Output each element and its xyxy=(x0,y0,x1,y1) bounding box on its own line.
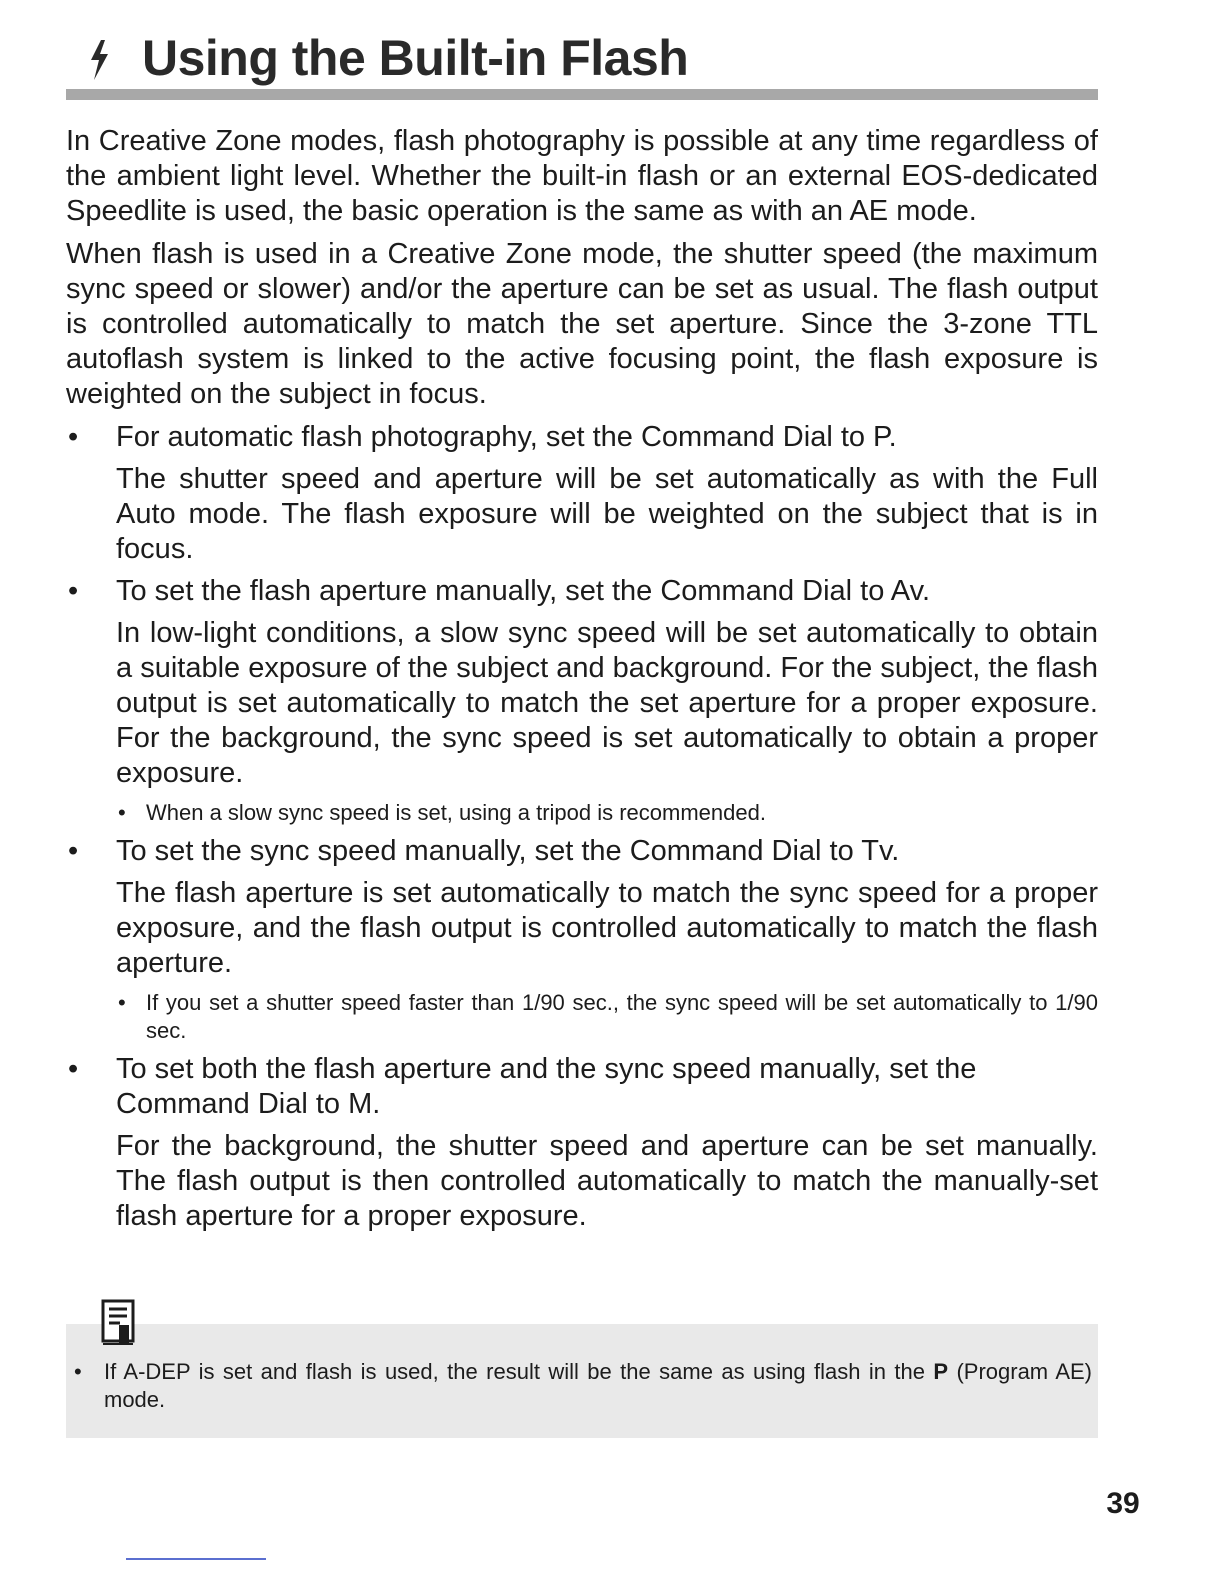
subnote-text: If you set a shutter speed faster than 1/90 sec., the sync speed will be set automatically to 1/90 sec. xyxy=(146,990,1098,1043)
page-number: 39 xyxy=(1106,1487,1140,1520)
bullet-lead: To set the sync speed manually, set the Command Dial to Tv. xyxy=(116,835,900,867)
bullet-dot: • xyxy=(68,421,79,453)
note-text-before: If A-DEP is set and flash is used, the result will be the same as using flash in the xyxy=(104,1359,934,1384)
bullet-item-tv-mode xyxy=(66,834,1098,1045)
subnote-dot: • xyxy=(118,800,126,825)
flash-icon xyxy=(86,38,112,82)
note-text-after: (Program AE) mode. xyxy=(104,1359,1092,1412)
note-text xyxy=(74,1358,1092,1414)
bullet-lead: For automatic flash photography, set the Command Dial to P. xyxy=(116,421,897,453)
note-dot: • xyxy=(74,1359,82,1384)
bullet-subnote xyxy=(116,799,1098,827)
intro-paragraph-1: In Creative Zone modes, flash photography is possible at any time regardless of the ambient light level. Whether the built-in flash or an external EOS-dedicated Speedlite is used, the basic operation is the same as with an AE mode. xyxy=(66,125,1098,227)
bullet-dot: • xyxy=(68,1053,79,1085)
bullet-description: In low-light conditions, a slow sync speed will be set automatically to obtain a suitable exposure of the subject and background. For the subject, the flash output is set automatically to match the set aperture for a proper exposure. For the background, the sync speed is set automatically to obtain a proper exposure. xyxy=(116,617,1098,789)
subnote-text: When a slow sync speed is set, using a tripod is recommended. xyxy=(146,800,766,825)
title-rule xyxy=(66,89,1098,100)
bullet-item-m-mode xyxy=(66,1052,1098,1234)
subnote-dot: • xyxy=(118,990,126,1015)
bullet-item-av-mode xyxy=(66,574,1098,827)
intro-paragraph-2: When flash is used in a Creative Zone mode, the shutter speed (the maximum sync speed or slower) and/or the aperture can be set as usual. The flash output is controlled automatically to match the set aperture. Since the 3-zone TTL autoflash system is linked to the active focusing point, the flash exposure is weighted on the subject in focus. xyxy=(66,238,1098,410)
bullet-description: The flash aperture is set automatically to match the sync speed for a proper exposure, and the flash output is controlled automatically to match the flash aperture. xyxy=(116,877,1098,979)
memo-icon xyxy=(100,1298,138,1346)
note-mode-letter: P xyxy=(933,1359,949,1384)
bullet-dot: • xyxy=(68,835,79,867)
bullet-subnote xyxy=(116,989,1098,1045)
bullet-lead: To set both the flash aperture and the sync speed manually, set the Command Dial to M. xyxy=(116,1053,977,1120)
body-content xyxy=(66,124,1098,1241)
bullet-dot: • xyxy=(68,575,79,607)
page-title: Using the Built-in Flash xyxy=(142,30,689,86)
bullet-lead: To set the flash aperture manually, set the Command Dial to Av. xyxy=(116,575,931,607)
bullet-description: For the background, the shutter speed and aperture can be set manually. The flash output is then controlled automatically to match the manually-set flash aperture for a proper exposure. xyxy=(116,1130,1098,1232)
footer-line xyxy=(126,1558,266,1560)
bullet-item-p-mode xyxy=(66,420,1098,567)
bullet-description: The shutter speed and aperture will be set automatically as with the Full Auto mode. The flash exposure will be weighted on the subject that is in focus. xyxy=(116,463,1098,565)
